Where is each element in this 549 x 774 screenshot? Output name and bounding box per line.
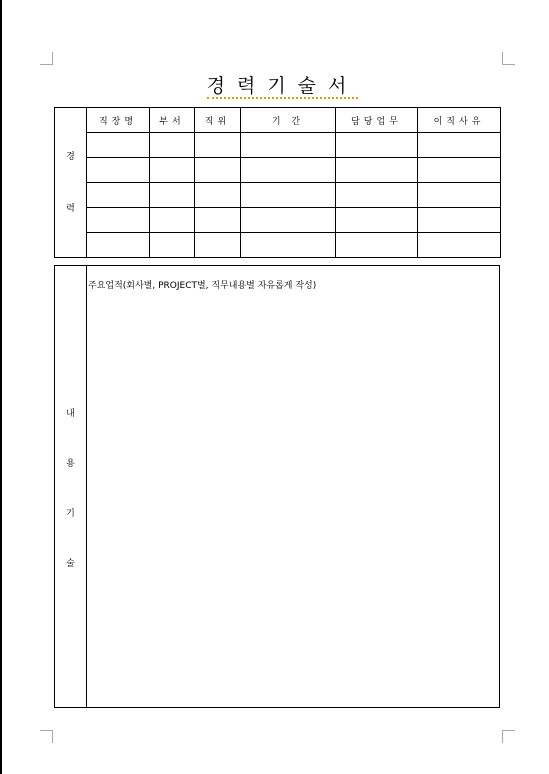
description-side-char-2: 용	[66, 459, 75, 469]
cell-duties[interactable]	[336, 158, 418, 183]
header-position: 직위	[195, 108, 241, 133]
cell-reason[interactable]	[418, 233, 501, 258]
cell-period[interactable]	[241, 183, 336, 208]
cell-department[interactable]	[150, 183, 195, 208]
cell-reason[interactable]	[418, 183, 501, 208]
cell-department[interactable]	[150, 158, 195, 183]
cell-reason[interactable]	[418, 133, 501, 158]
cell-position[interactable]	[195, 183, 241, 208]
table-row	[55, 233, 501, 258]
header-period: 기 간	[241, 108, 336, 133]
document-title[interactable]	[54, 74, 499, 98]
crop-mark-bottom-right	[502, 730, 515, 743]
career-side-label-1: 경	[66, 151, 75, 162]
cell-duties[interactable]	[336, 233, 418, 258]
table-row	[55, 183, 501, 208]
cell-department[interactable]	[150, 208, 195, 233]
document-title-text: 경력기술서	[206, 75, 359, 97]
description-side-char-4: 술	[66, 559, 75, 569]
description-side-char-3: 기	[66, 509, 75, 519]
career-header-row	[55, 108, 501, 133]
cell-company[interactable]	[87, 208, 150, 233]
description-box[interactable]	[54, 265, 500, 708]
cell-reason[interactable]	[418, 208, 501, 233]
header-duties: 담당업무	[336, 108, 418, 133]
table-row	[55, 158, 501, 183]
cell-position[interactable]	[195, 158, 241, 183]
table-row	[55, 133, 501, 158]
cell-period[interactable]	[241, 133, 336, 158]
table-row	[55, 208, 501, 233]
cell-duties[interactable]	[336, 208, 418, 233]
description-side-char-1: 내	[66, 409, 75, 419]
cell-company[interactable]	[87, 183, 150, 208]
crop-mark-bottom-left	[40, 730, 53, 743]
description-instruction: 주요업적(회사별, PROJECT별, 직무내용별 자유롭게 작성)	[88, 281, 317, 291]
description-side-label	[55, 266, 87, 707]
career-side-label	[55, 108, 87, 258]
career-table	[54, 107, 501, 258]
career-side-label-2: 력	[66, 203, 75, 214]
cell-department[interactable]	[150, 133, 195, 158]
cell-position[interactable]	[195, 233, 241, 258]
cell-position[interactable]	[195, 133, 241, 158]
cell-period[interactable]	[241, 233, 336, 258]
cell-duties[interactable]	[336, 183, 418, 208]
cell-duties[interactable]	[336, 133, 418, 158]
cell-period[interactable]	[241, 158, 336, 183]
header-company: 직장명	[87, 108, 150, 133]
crop-mark-top-left	[40, 52, 53, 65]
cell-department[interactable]	[150, 233, 195, 258]
crop-mark-top-right	[502, 52, 515, 65]
header-department: 부서	[150, 108, 195, 133]
header-reason-for-leaving: 이직사유	[418, 108, 501, 133]
page-left-edge	[0, 0, 2, 774]
cell-company[interactable]	[87, 233, 150, 258]
cell-period[interactable]	[241, 208, 336, 233]
cell-company[interactable]	[87, 158, 150, 183]
cell-company[interactable]	[87, 133, 150, 158]
cell-reason[interactable]	[418, 158, 501, 183]
cell-position[interactable]	[195, 208, 241, 233]
